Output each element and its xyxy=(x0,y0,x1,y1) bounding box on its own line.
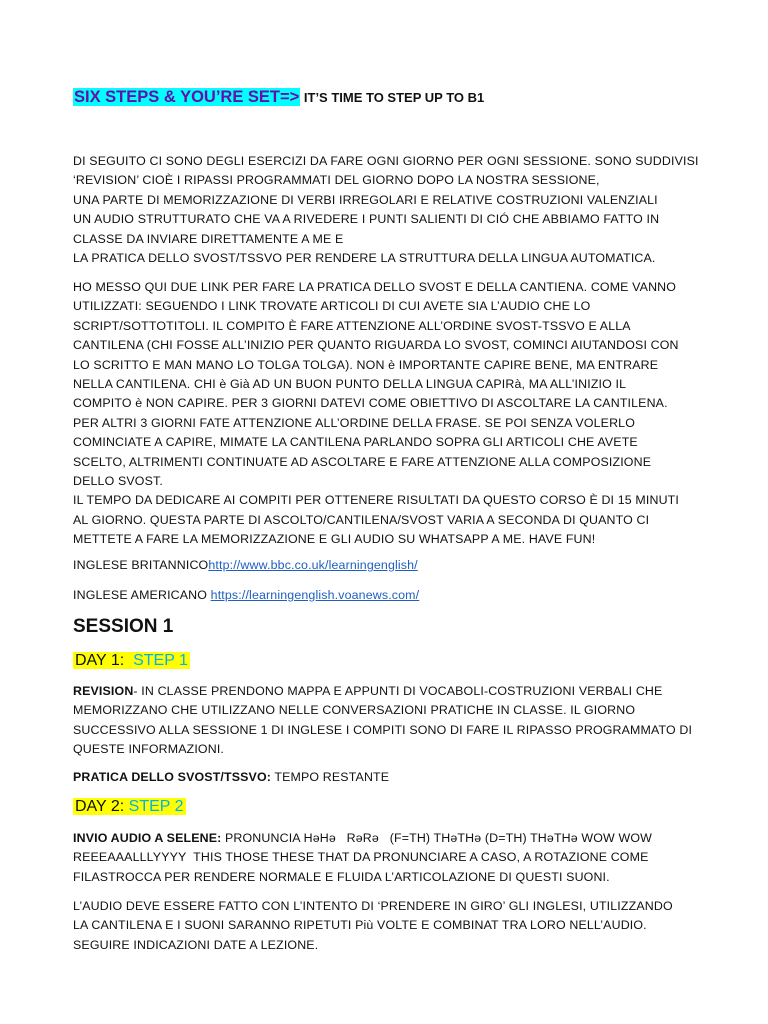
text-line: SCELTO, ALTRIMENTI CONTINUATE AD ASCOLTARE E FARE ATTENZIONE ALLA COMPOSIZIONE xyxy=(73,454,652,469)
text-line: AL GIORNO. QUESTA PARTE DI ASCOLTO/CANTILENA/SVOST VARIA A SECONDA DI QUANTO CI xyxy=(73,512,650,527)
revision-paragraph xyxy=(73,682,698,760)
pratica-label: PRATICA DELLO SVOST/TSSVO: xyxy=(73,770,272,784)
title-highlight: SIX STEPS & YOU’RE SET=> xyxy=(74,88,300,106)
text-line: LA PRATICA DELLO SVOST/TSSVO PER RENDERE LA STRUTTURA DELLA LINGUA AUTOMATICA. xyxy=(73,251,656,266)
session-heading: SESSION 1 xyxy=(73,616,174,637)
text-line: CANTILENA (CHI FOSSE ALL’INIZIO PER QUANTO RIGUARDA LO SVOST, COMINCI AIUTANDOSI CON xyxy=(73,338,679,353)
american-label: INGLESE AMERICANO xyxy=(73,588,211,602)
voanews-learningenglish-link[interactable]: https://learningenglish.voanews.com/ xyxy=(210,588,420,602)
title-rest: IT’S TIME TO STEP UP TO B1 xyxy=(300,90,485,105)
text-line: SCRIPT/SOTTOTITOLI. IL COMPITO È FARE ATTENZIONE ALL’ORDINE SVOST-TSSVO E ALLA xyxy=(73,318,631,333)
pratica-text: TEMPO RESTANTE xyxy=(271,770,390,784)
text-line: CLASSE DA INVIARE DIRETTAMENTE A ME E xyxy=(73,231,344,246)
text-line: UN AUDIO STRUTTURATO CHE VA A RIVEDERE I PUNTI SALIENTI DI CIÓ CHE ABBIAMO FATTO IN xyxy=(73,212,660,227)
pratica-line xyxy=(73,768,698,787)
text-line: SEGUIRE INDICAZIONI DATE A LEZIONE. xyxy=(73,937,319,952)
day2-label: DAY 2: xyxy=(75,798,125,815)
text-line: COMINCIATE A CAPIRE, MIMATE LA CANTILENA PARLANDO SOPRA GLI ARTICOLI CHE AVETE xyxy=(73,435,638,450)
audio-label: INVIO AUDIO A SELENE: xyxy=(73,831,222,845)
text-line: LO SCRITTO E MAN MANO LO TOLGA TOLGA). NON è IMPORTANTE CAPIRE BENE, MA ENTRARE xyxy=(73,357,659,372)
text-line: METTETE A FARE LA MEMORIZZAZIONE E GLI AUDIO SU WHATSAPP A ME. HAVE FUN! xyxy=(73,532,596,547)
american-english-line xyxy=(73,586,698,605)
step2-label: STEP 2 xyxy=(128,798,184,815)
text-line: ‘REVISION’ CIOÈ I RIPASSI PROGRAMMATI DEL GIORNO DOPO LA NOSTRA SESSIONE, xyxy=(73,173,600,188)
intro-paragraph xyxy=(73,152,698,268)
text-line: HO MESSO QUI DUE LINK PER FARE LA PRATICA DELLO SVOST E DELLA CANTIENA. COME VANNO xyxy=(73,280,677,294)
day1-heading xyxy=(73,652,190,670)
link-instructions-paragraph xyxy=(73,278,698,550)
text-line: - IN CLASSE PRENDONO MAPPA E APPUNTI DI VOCABOLI-COSTRUZIONI VERBALI CHE xyxy=(133,684,663,698)
text-line: DELLO SVOST. xyxy=(73,474,163,489)
text-line: UTILIZZATI: SEGUENDO I LINK TROVATE ARTICOLI DI CUI AVETE SIA L’AUDIO CHE LO xyxy=(73,299,591,314)
text-line: MEMORIZZANO CHE UTILIZZANO NELLE CONVERSAZIONI PRATICHE IN CLASSE. IL GIORNO xyxy=(73,703,636,718)
text-line: NELLA CANTILENA. CHI è Già AD UN BUON PUNTO DELLA LINGUA CAPIRà, MA ALL’INIZIO IL xyxy=(73,377,627,392)
audio-paragraph xyxy=(73,829,698,887)
british-label: INGLESE BRITANNICO xyxy=(73,558,209,572)
day2-heading xyxy=(73,798,186,816)
text-line: PER ALTRI 3 GIORNI FATE ATTENZIONE ALL’ORDINE DELLA FRASE. SE POI SENZA VOLERLO xyxy=(73,415,636,430)
text-line: IL TEMPO DA DEDICARE AI COMPITI PER OTTENERE RISULTATI DA QUESTO CORSO È DI 15 MINUTI xyxy=(73,493,679,508)
text-line: UNA PARTE DI MEMORIZZAZIONE DI VERBI IRREGOLARI E RELATIVE COSTRUZIONI VALENZIALI xyxy=(73,192,658,207)
text-line: QUESTE INFORMAZIONI. xyxy=(73,742,225,757)
audio-intent-paragraph xyxy=(73,897,698,955)
revision-label: REVISION xyxy=(73,684,134,698)
text-line: PRONUNCIA HəHə RəRə (F=TH) THəTHə (D=TH) THəTHə WOW WOW xyxy=(221,831,652,845)
text-line: REEEAAALLLYYYY THIS THOSE THESE THAT DA PRONUNCIARE A CASO, A ROTAZIONE COME xyxy=(73,850,649,865)
british-english-line xyxy=(73,556,698,575)
text-line: DI SEGUITO CI SONO DEGLI ESERCIZI DA FARE OGNI GIORNO PER OGNI SESSIONE. SONO SUDDIVISI xyxy=(73,154,699,168)
text-line: SUCCESSIVO ALLA SESSIONE 1 DI INGLESE I COMPITI SONO DI FARE IL RIPASSO PROGRAMMATO DI xyxy=(73,722,693,737)
day1-label: DAY 1: xyxy=(75,652,125,669)
bbc-learningenglish-link[interactable]: http://www.bbc.co.uk/learningenglish/ xyxy=(208,558,418,572)
text-line: L’AUDIO DEVE ESSERE FATTO CON L’INTENTO DI ‘PRENDERE IN GIRO’ GLI INGLESI, UTILIZZANDO xyxy=(73,899,673,913)
text-line: COMPITO è NON CAPIRE. PER 3 GIORNI DATEVI COME OBIETTIVO DI ASCOLTARE LA CANTILENA. xyxy=(73,396,668,411)
text-line: FILASTROCCA PER RENDERE NORMALE E FLUIDA L’ARTICOLAZIONE DI QUESTI SUONI. xyxy=(73,869,610,884)
document-title xyxy=(73,88,484,107)
text-line: LA CANTILENA E I SUONI SARANNO RIPETUTI Più VOLTE E COMBINAT TRA LORO NELL’AUDIO. xyxy=(73,918,647,933)
step1-label: STEP 1 xyxy=(133,652,188,669)
